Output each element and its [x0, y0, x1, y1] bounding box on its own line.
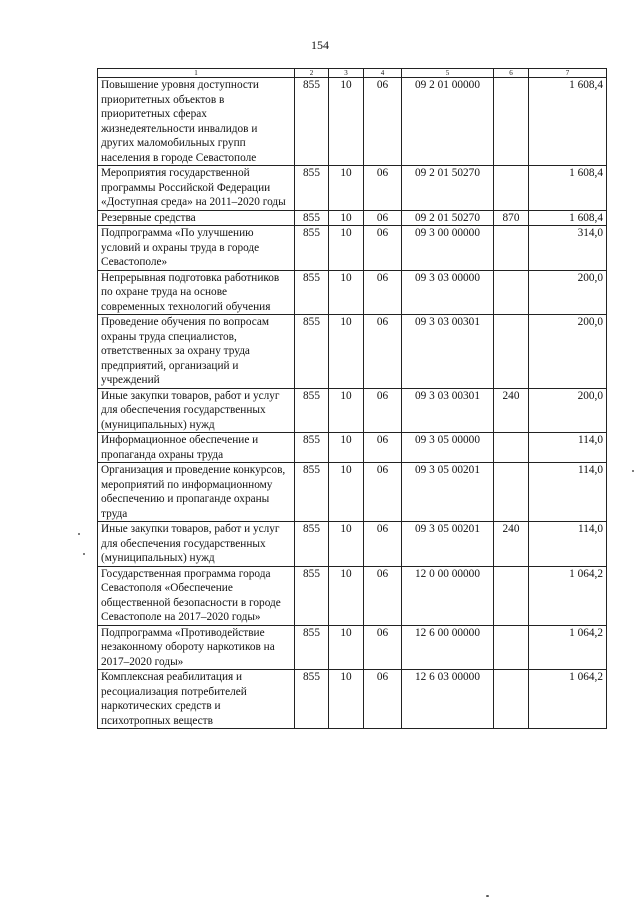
cell-csr: 09 3 05 00201	[402, 522, 494, 567]
cell-name: Подпрограмма «По улучшению условий и охраны труда в городе Севастополе»	[98, 226, 295, 271]
cell-pr: 06	[364, 670, 402, 729]
cell-csr: 09 3 03 00301	[402, 388, 494, 433]
cell-vr: 870	[494, 210, 529, 226]
cell-ved: 855	[295, 388, 329, 433]
budget-table	[97, 68, 607, 729]
cell-name: Иные закупки товаров, работ и услуг для обеспечения государственных (муниципальных) нужд	[98, 522, 295, 567]
table-row	[98, 625, 607, 670]
cell-rz: 10	[329, 625, 364, 670]
cell-pr: 06	[364, 388, 402, 433]
cell-csr: 09 3 05 00201	[402, 463, 494, 522]
cell-name: Непрерывная подготовка работников по охране труда на основе современных технологий обучения	[98, 270, 295, 315]
cell-sum: 1 608,4	[529, 78, 607, 166]
cell-vr: 240	[494, 522, 529, 567]
table-body	[98, 78, 607, 729]
cell-csr: 09 2 01 50270	[402, 166, 494, 211]
header-row	[98, 69, 607, 78]
cell-sum: 1 608,4	[529, 166, 607, 211]
cell-pr: 06	[364, 566, 402, 625]
table-row	[98, 670, 607, 729]
cell-csr: 09 3 05 00000	[402, 433, 494, 463]
cell-pr: 06	[364, 625, 402, 670]
header-col-1: 1	[98, 69, 295, 78]
table-row	[98, 210, 607, 226]
cell-ved: 855	[295, 166, 329, 211]
table-row	[98, 522, 607, 567]
cell-rz: 10	[329, 522, 364, 567]
table-row	[98, 315, 607, 389]
cell-sum: 200,0	[529, 315, 607, 389]
cell-ved: 855	[295, 670, 329, 729]
cell-pr: 06	[364, 522, 402, 567]
header-col-4: 4	[364, 69, 402, 78]
cell-rz: 10	[329, 433, 364, 463]
cell-ved: 855	[295, 433, 329, 463]
cell-name: Организация и проведение конкурсов, мероприятий по информационному обеспечению и пропаганде охраны труда	[98, 463, 295, 522]
cell-rz: 10	[329, 315, 364, 389]
table-row	[98, 433, 607, 463]
scan-speck	[78, 533, 80, 535]
cell-csr: 09 3 00 00000	[402, 226, 494, 271]
cell-csr: 09 3 03 00000	[402, 270, 494, 315]
cell-name: Подпрограмма «Противодействие незаконному обороту наркотиков на 2017–2020 годы»	[98, 625, 295, 670]
cell-rz: 10	[329, 166, 364, 211]
cell-sum: 200,0	[529, 270, 607, 315]
cell-vr	[494, 566, 529, 625]
cell-csr: 12 6 03 00000	[402, 670, 494, 729]
cell-sum: 114,0	[529, 433, 607, 463]
header-col-7: 7	[529, 69, 607, 78]
cell-pr: 06	[364, 78, 402, 166]
scan-speck	[486, 895, 489, 897]
cell-name: Иные закупки товаров, работ и услуг для обеспечения государственных (муниципальных) нужд	[98, 388, 295, 433]
cell-rz: 10	[329, 270, 364, 315]
cell-ved: 855	[295, 463, 329, 522]
cell-vr: 240	[494, 388, 529, 433]
cell-sum: 114,0	[529, 522, 607, 567]
table-row	[98, 270, 607, 315]
cell-csr: 12 6 00 00000	[402, 625, 494, 670]
table-header	[98, 69, 607, 78]
cell-pr: 06	[364, 270, 402, 315]
cell-csr: 09 2 01 50270	[402, 210, 494, 226]
cell-sum: 1 064,2	[529, 566, 607, 625]
cell-pr: 06	[364, 166, 402, 211]
cell-ved: 855	[295, 78, 329, 166]
cell-csr: 09 3 03 00301	[402, 315, 494, 389]
cell-vr	[494, 315, 529, 389]
cell-rz: 10	[329, 78, 364, 166]
cell-vr	[494, 166, 529, 211]
cell-csr: 12 0 00 00000	[402, 566, 494, 625]
cell-vr	[494, 270, 529, 315]
cell-vr	[494, 670, 529, 729]
table-row	[98, 566, 607, 625]
table-row	[98, 78, 607, 166]
cell-name: Государственная программа города Севастополя «Обеспечение общественной безопасности в городе Севастополе на 2017–2020 годы»	[98, 566, 295, 625]
cell-name: Комплексная реабилитация и ресоциализация потребителей наркотических средств и психотропных веществ	[98, 670, 295, 729]
cell-ved: 855	[295, 315, 329, 389]
cell-sum: 1 064,2	[529, 670, 607, 729]
cell-name: Резервные средства	[98, 210, 295, 226]
cell-ved: 855	[295, 522, 329, 567]
cell-name: Проведение обучения по вопросам охраны труда специалистов, ответственных за охрану труда предприятий, организаций и учреждений	[98, 315, 295, 389]
cell-csr: 09 2 01 00000	[402, 78, 494, 166]
page-number: 154	[311, 38, 329, 52]
cell-ved: 855	[295, 566, 329, 625]
cell-pr: 06	[364, 210, 402, 226]
cell-rz: 10	[329, 670, 364, 729]
header-col-3: 3	[329, 69, 364, 78]
cell-sum: 314,0	[529, 226, 607, 271]
header-col-6: 6	[494, 69, 529, 78]
scan-speck	[83, 553, 85, 555]
cell-vr	[494, 78, 529, 166]
cell-sum: 200,0	[529, 388, 607, 433]
cell-sum: 1 608,4	[529, 210, 607, 226]
table-row	[98, 226, 607, 271]
cell-sum: 1 064,2	[529, 625, 607, 670]
cell-pr: 06	[364, 463, 402, 522]
cell-rz: 10	[329, 388, 364, 433]
cell-vr	[494, 463, 529, 522]
cell-pr: 06	[364, 433, 402, 463]
cell-rz: 10	[329, 463, 364, 522]
header-col-2: 2	[295, 69, 329, 78]
scan-speck	[632, 470, 634, 472]
cell-name: Информационное обеспечение и пропаганда охраны труда	[98, 433, 295, 463]
table-row	[98, 166, 607, 211]
cell-ved: 855	[295, 625, 329, 670]
cell-pr: 06	[364, 226, 402, 271]
cell-vr	[494, 625, 529, 670]
cell-rz: 10	[329, 210, 364, 226]
cell-rz: 10	[329, 226, 364, 271]
cell-vr	[494, 226, 529, 271]
table-row	[98, 388, 607, 433]
cell-ved: 855	[295, 226, 329, 271]
cell-ved: 855	[295, 270, 329, 315]
cell-name: Мероприятия государственной программы Российской Федерации «Доступная среда» на 2011–2020 годы	[98, 166, 295, 211]
cell-vr	[494, 433, 529, 463]
header-col-5: 5	[402, 69, 494, 78]
cell-rz: 10	[329, 566, 364, 625]
cell-sum: 114,0	[529, 463, 607, 522]
table-row	[98, 463, 607, 522]
cell-name: Повышение уровня доступности приоритетных объектов в приоритетных сферах жизнедеятельности инвалидов и других маломобильных групп населения в городе Севастополе	[98, 78, 295, 166]
cell-ved: 855	[295, 210, 329, 226]
cell-pr: 06	[364, 315, 402, 389]
